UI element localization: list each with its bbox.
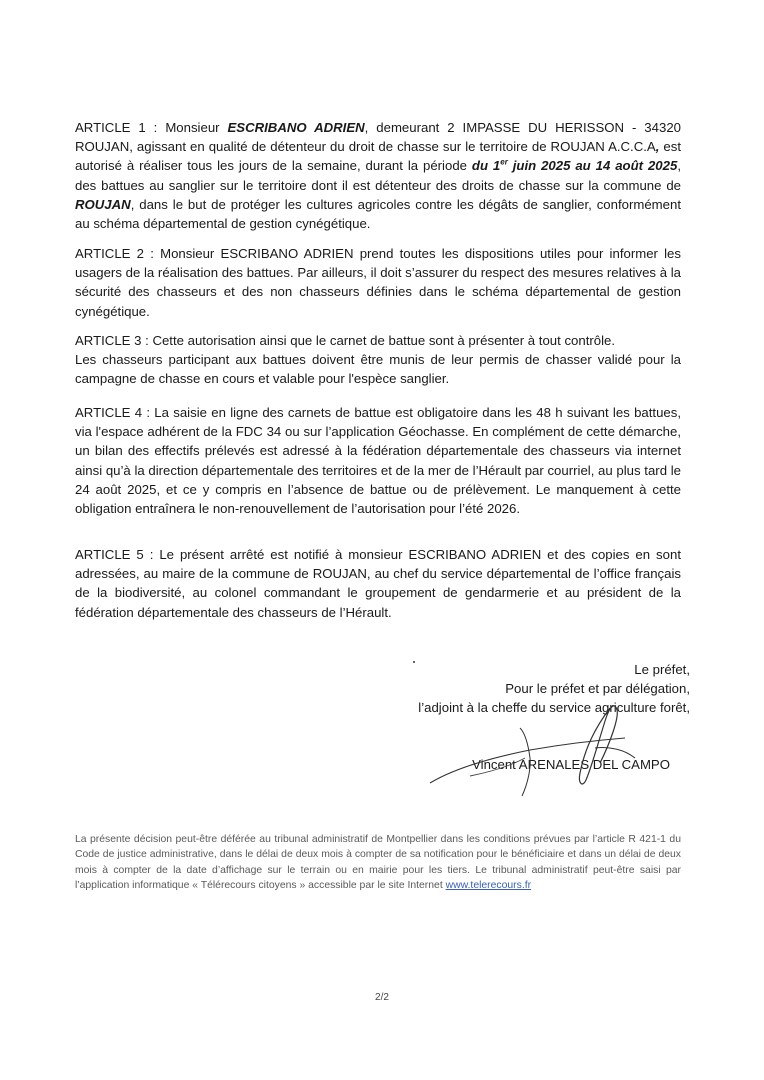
- commune-name: ROUJAN: [75, 196, 131, 212]
- authorized-period: du 1er juin 2025 au 14 août 2025: [471, 158, 678, 174]
- article-4-label: ARTICLE 4 :: [75, 405, 155, 420]
- beneficiary-name: ESCRIBANO ADRIEN: [227, 120, 365, 135]
- page-number: 2/2: [375, 992, 389, 1003]
- article-5-label: ARTICLE 5 :: [75, 547, 160, 562]
- article-2-label: ARTICLE 2 :: [75, 246, 161, 261]
- signatory-name: Vincent ARENALES DEL CAMPO: [472, 756, 670, 772]
- article-3: ARTICLE 3 : Cette autorisation ainsi que le carnet de battue sont à présenter à tout contrôle. Les chasseurs participant aux battues doivent être munis de leur permis de chasser validé pour la campagne de chasse en cours et valable pour l'espèce sanglier.: [75, 333, 681, 387]
- signature-title: Le préfet,: [634, 662, 690, 677]
- article-2: ARTICLE 2 : Monsieur ESCRIBANO ADRIEN prend toutes les dispositions utiles pour informer les usagers de la réalisation des battues. Par ailleurs, il doit s’assurer du respect des mesures relatives à la sécurité des chasseurs et des non chasseurs définies dans le schéma départemental de gestion cynégétique.: [75, 246, 681, 319]
- handwritten-signature: [410, 688, 660, 808]
- telerecours-link[interactable]: www.telerecours.fr: [445, 879, 532, 891]
- article-3-label: ARTICLE 3 :: [75, 333, 153, 348]
- article-4: ARTICLE 4 : La saisie en ligne des carnets de battue est obligatoire dans les 48 h suivant les battues, via l'espace adhérent de la FDC 34 ou sur l’application Géochasse. En complément de cette démarche, un bilan des effectifs prélevés est adressé à la fédération départementale des chasseurs via internet ainsi qu’à la direction départementale des territoires et de la mer de l’Hérault par courriel, au plus tard le 24 août 2025, et ce y compris en l’absence de battue ou de prélèvement. Le manquement à cette obligation entraînera le non-renouvellement de l’autorisation pour l’été 2026.: [75, 405, 681, 517]
- signature-delegation: Pour le préfet et par délégation,: [505, 681, 690, 697]
- legal-notice: La présente décision peut-être déférée au tribunal administratif de Montpellier dans les conditions prévues par l’article R 421-1 du Code de justice administrative, dans le délai de deux mois à compter de sa notification pour le bénéficiaire et dans un délai de deux mois à compter de la date d’affichage sur le terrain ou en mairie pour les tiers. Le tribunal administratif peut-être saisi par l’application informatique « Télérecours citoyens » accessible par le site Internet www.telerecours.fr: [75, 834, 681, 891]
- article-1: ARTICLE 1 : Monsieur ESCRIBANO ADRIEN, demeurant 2 IMPASSE DU HERISSON - 34320 ROUJAN, agissant en qualité de détenteur du droit de chasse sur le territoire de ROUJAN A.C.C.A, est autorisé à réaliser tous les jours de la semaine, durant la période du 1er juin 2025 au 14 août 2025, des battues au sanglier sur le territoire dont il est détenteur des droits de chasse sur la commune de ROUJAN, dans le but de protéger les cultures agricoles contre les dégâts de sanglier, conformément au schéma départemental de gestion cynégétique.: [75, 120, 681, 232]
- signature-role: l’adjoint à la cheffe du service agriculture forêt,: [418, 700, 690, 716]
- article-5: ARTICLE 5 : Le présent arrêté est notifié à monsieur ESCRIBANO ADRIEN et des copies en sont adressées, au maire de la commune de ROUJAN, au chef du service départemental de l’office français de la biodiversité, au colonel commandant le groupement de gendarmerie et au président de la fédération départementale des chasseurs de l’Hérault.: [75, 547, 681, 620]
- article-1-label: ARTICLE 1 :: [75, 120, 166, 135]
